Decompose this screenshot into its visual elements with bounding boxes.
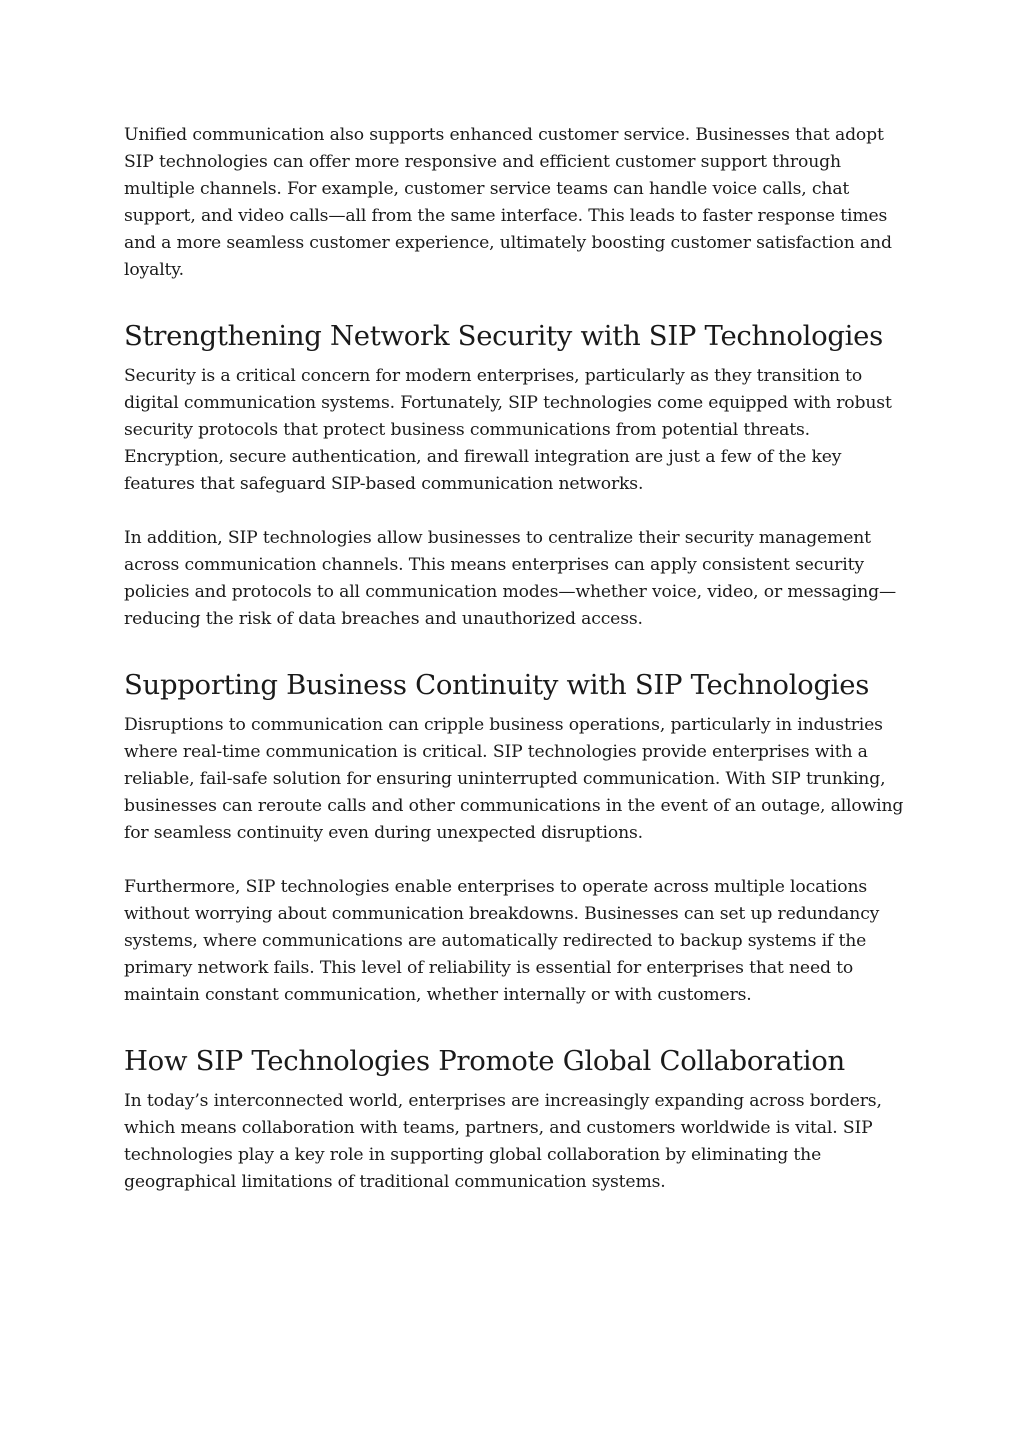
intro-paragraph: Unified communication also supports enhanced customer service. Businesses that adopt SIP technologies can offer more responsive and efficient customer support through multiple channels. For example, customer service teams can handle voice calls, chat support, and video calls—all from the same interface. This leads to faster response times and a more seamless customer experience, ultimately boosting customer satisfaction and loyalty. [124, 125, 892, 280]
document-page [124, 122, 914, 1196]
network-security-paragraph-1: Security is a critical concern for modern enterprises, particularly as they transition to digital communication systems. Fortunately, SIP technologies come equipped with robust security protocols that protect business communications from potential threats. Encryption, secure authentication, and firewall integration are just a few of the key features that safeguard SIP-based communication networks. [124, 366, 892, 494]
section-heading-network-security: Strengthening Network Security with SIP Technologies [124, 320, 883, 352]
business-continuity-paragraph-2: Furthermore, SIP technologies enable enterprises to operate across multiple locations without worrying about communication breakdowns. Businesses can set up redundancy systems, where communications are automatically redirected to backup systems if the primary network fails. This level of reliability is essential for enterprises that need to maintain constant communication, whether internally or with customers. [124, 877, 880, 1005]
business-continuity-paragraph-1: Disruptions to communication can cripple business operations, particularly in industries where real-time communication is critical. SIP technologies provide enterprises with a reliable, fail-safe solution for ensuring uninterrupted communication. With SIP trunking, businesses can reroute calls and other communications in the event of an outage, allowing for seamless continuity even during unexpected disruptions. [124, 715, 904, 843]
section-heading-global-collaboration: How SIP Technologies Promote Global Collaboration [124, 1045, 845, 1077]
global-collaboration-paragraph-1: In today’s interconnected world, enterprises are increasingly expanding across borders, which means collaboration with teams, partners, and customers worldwide is vital. SIP technologies play a key role in supporting global collaboration by eliminating the geographical limitations of traditional communication systems. [124, 1091, 882, 1192]
network-security-paragraph-2: In addition, SIP technologies allow businesses to centralize their security management across communication channels. This means enterprises can apply consistent security policies and protocols to all communication modes—whether voice, video, or messaging—reducing the risk of data breaches and unauthorized access. [124, 528, 897, 629]
section-heading-business-continuity: Supporting Business Continuity with SIP Technologies [124, 669, 870, 701]
